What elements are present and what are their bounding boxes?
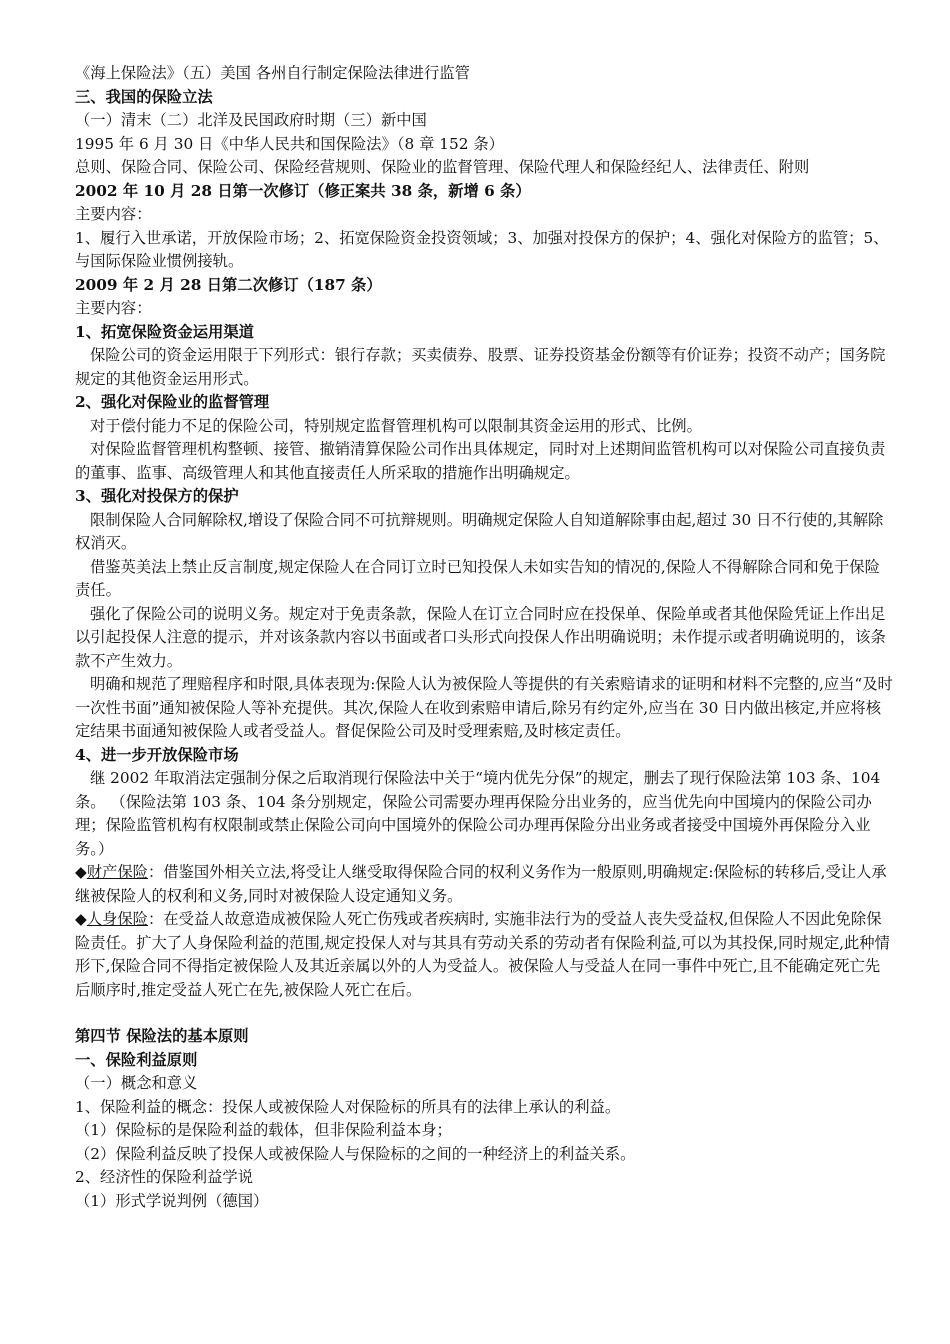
subsection-heading: 4、进一步开放保险市场 <box>75 745 239 764</box>
text-line: 总则、保险合同、保险公司、保险经营规则、保险业的监督管理、保险代理人和保险经纪人、法律责任、附则 <box>75 158 810 176</box>
text-line: （1）形式学说判例（德国） <box>75 1191 269 1210</box>
text-line: 1995 年 6 月 30 日《中华人民共和国保险法》（8 章 152 条） <box>75 134 504 153</box>
document-page <box>75 62 895 1213</box>
chapter-heading: 第四节 保险法的基本原则 <box>75 1027 249 1045</box>
bullet-text: ：借鉴国外相关立法,将受让人继受取得保险合同的权利义务作为一般原则,明确规定:保险标的转移后,受让人承继被保险人的权利和义务,同时对被保险人设定通知义务。 <box>75 863 887 905</box>
bullet-text: ：在受益人故意造成被保险人死亡伤残或者疾病时, 实施非法行为的受益人丧失受益权,但保险人不因此免除保险责任。扩大了人身保险利益的范围,规定投保人对与其具有劳动关系的劳动者有保险利益,可以为其投保,同时规定,此种情形下,保险合同不得指定被保险人及其近亲属以外的人为受益人。被保险人与受益人在同一事件中死亡,且不能确定死亡先后顺序时,推定受益人死亡在先,被保险人死亡在后。 <box>75 910 890 999</box>
revision-heading: 2002 年 10 月 28 日第一次修订（修正案共 38 条，新增 6 条） <box>75 181 531 200</box>
text-line: （一）清末（二）北洋及民国政府时期（三）新中国 <box>75 111 427 129</box>
subsection-heading: 1、拓宽保险资金运用渠道 <box>75 322 254 341</box>
text-line: 主要内容： <box>75 205 152 223</box>
revision-heading: 2009 年 2 月 28 日第二次修订（187 条） <box>75 275 382 294</box>
text-line: （一）概念和意义 <box>75 1074 198 1092</box>
diamond-bullet-icon: ◆ <box>75 863 87 881</box>
text-line: 1、保险利益的概念：投保人或被保险人对保险标的所具有的法律上承认的利益。 <box>75 1097 621 1116</box>
paragraph: 对保险监督管理机构整顿、接管、撤销清算保险公司作出具体规定，同时对上述期间监管机构可以对保险公司直接负责的董事、监事、高级管理人和其他直接责任人所采取的措施作出明确规定。 <box>75 440 886 482</box>
bullet-term: 人身保险 <box>86 910 148 928</box>
paragraph: 保险公司的资金运用限于下列形式：银行存款；买卖债券、股票、证券投资基金份额等有价证券；投资不动产；国务院规定的其他资金运用形式。 <box>75 346 886 388</box>
subsection-heading: 3、强化对投保方的保护 <box>75 487 239 505</box>
bullet-paragraph <box>75 861 895 908</box>
paragraph: 1、履行入世承诺，开放保险市场；2、拓宽保险资金投资领域；3、加强对投保方的保护；4、强化对保险方的监管；5、与国际保险业惯例接轨。 <box>75 228 889 270</box>
paragraph: 对于偿付能力不足的保险公司，特别规定监督管理机构可以限制其资金运用的形式、比例。 <box>90 416 702 435</box>
text-line: 2、经济性的保险利益学说 <box>75 1168 253 1186</box>
subsection-heading: 2、强化对保险业的监督管理 <box>75 393 270 411</box>
section-heading: 一、保险利益原则 <box>75 1050 198 1069</box>
text-line: （1）保险标的是保险利益的载体，但非保险利益本身； <box>75 1121 452 1139</box>
bullet-paragraph <box>75 908 895 1002</box>
paragraph: 强化了保险公司的说明义务。规定对于免责条款，保险人在订立合同时应在投保单、保险单或者其他保险凭证上作出足以引起投保人注意的提示，并对该条款内容以书面或者口头形式向投保人作出明确说明；未作提示或者明确说明的，该条款不产生效力。 <box>75 604 886 670</box>
bullet-term: 财产保险 <box>86 863 148 881</box>
text-line: 主要内容： <box>75 299 152 317</box>
blank-line <box>75 1002 895 1025</box>
text-line: （2）保险利益反映了投保人或被保险人与保险标的之间的一种经济上的利益关系。 <box>75 1144 636 1163</box>
section-heading: 三、我国的保险立法 <box>75 87 213 106</box>
paragraph: 借鉴英美法上禁止反言制度,规定保险人在合同订立时已知投保人未如实告知的情况的,保险人不得解除合同和免于保险责任。 <box>75 557 880 599</box>
paragraph: 继 2002 年取消法定强制分保之后取消现行保险法中关于“境内优先分保”的规定，删去了现行保险法第 103 条、104 条。 （保险法第 103 条、104 条分别规定，保险公司需要办理再保险分出业务的，应当优先向中国境内的保险公司办理；保险监管机构有权限制或禁止保险公司向中国境外的保险公司办理再保险分出业务或者接受中国境外再保险分入业务。） <box>75 769 881 858</box>
diamond-bullet-icon: ◆ <box>75 910 87 928</box>
text-line: 《海上保险法》（五）美国 各州自行制定保险法律进行监管 <box>75 64 470 82</box>
paragraph: 明确和规范了理赔程序和时限,具体表现为:保险人认为被保险人等提供的有关索赔请求的证明和材料不完整的,应当“及时一次性书面”通知被保险人等补充提供。其次,保险人在收到索赔申请后,除另有约定外,应当在 30 日内做出核定,并应将核定结果书面通知被保险人或者受益人。督促保险公司及时受理索赔,及时核定责任。 <box>75 675 893 740</box>
paragraph: 限制保险人合同解除权,增设了保险合同不可抗辩规则。明确规定保险人自知道解除事由起,超过 30 日不行使的,其解除权消灭。 <box>75 510 884 552</box>
